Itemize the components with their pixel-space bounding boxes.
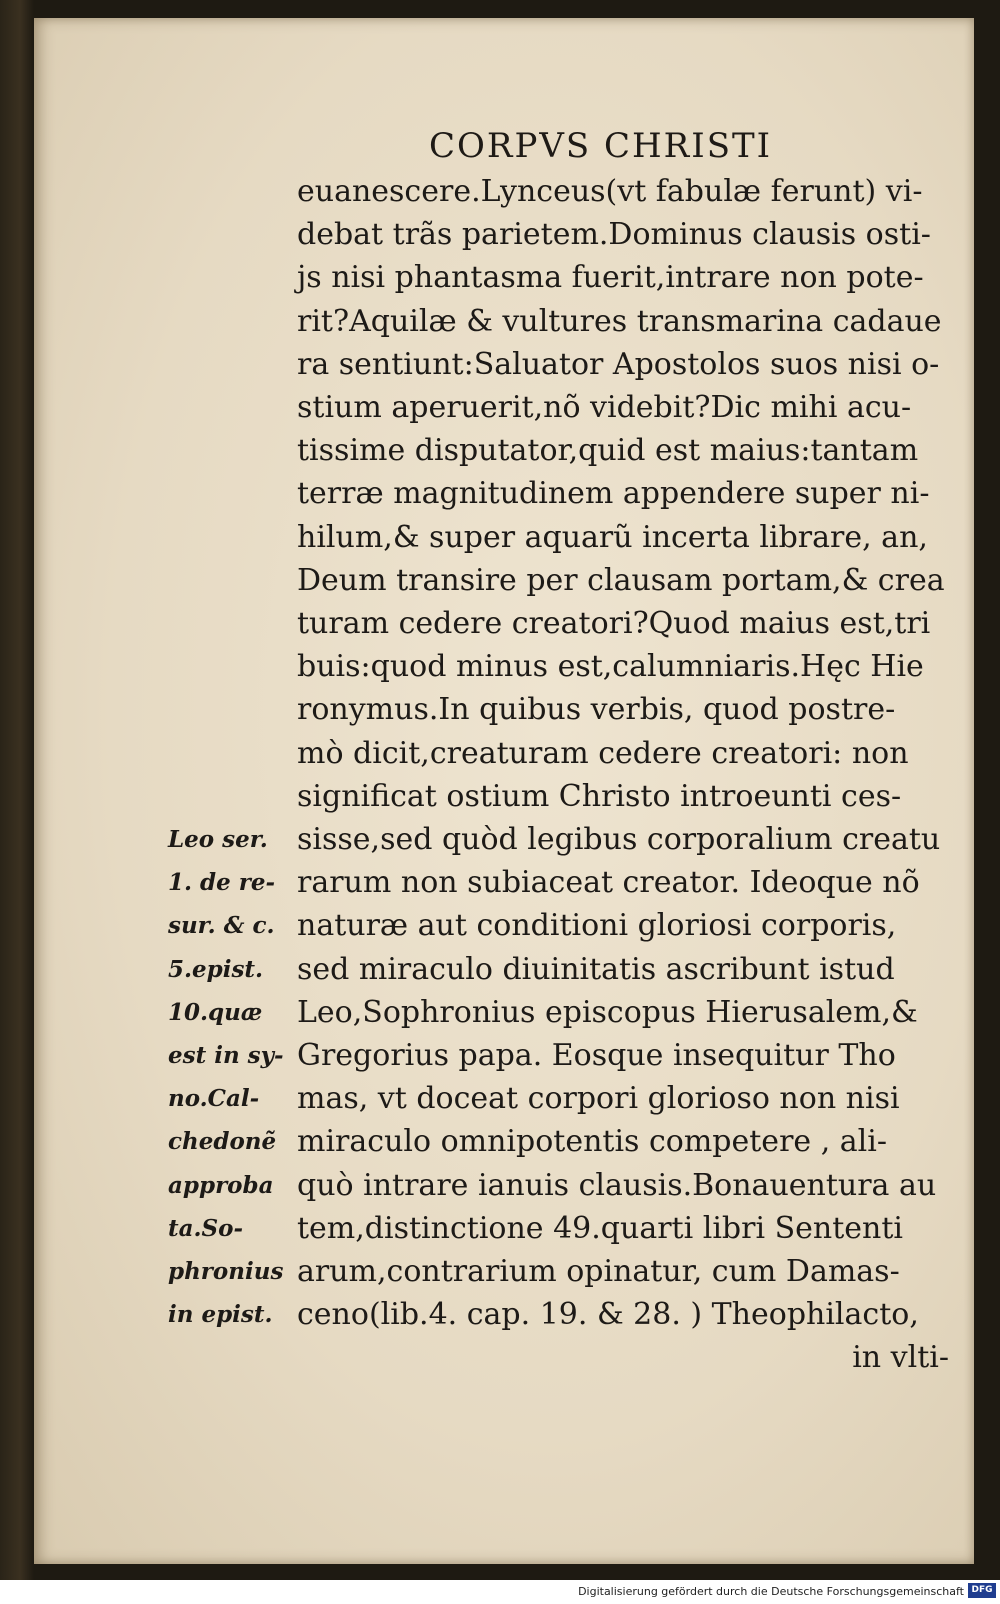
margin-note-line: sur. & c. xyxy=(168,912,275,940)
text-line: sed miraculo diuinitatis ascribunt istud xyxy=(297,951,895,987)
book-page xyxy=(34,18,974,1564)
text-line: js nisi phantasma fuerit,intrare non pote- xyxy=(297,260,924,296)
margin-note-line: 5.epist. xyxy=(168,955,264,983)
text-line: naturæ aut conditioni gloriosi corporis, xyxy=(297,908,897,944)
margin-note-line: 10.quæ xyxy=(168,998,263,1026)
text-line: debat trãs parietem.Dominus clausis osti- xyxy=(297,217,931,253)
margin-note-line: chedonẽ xyxy=(168,1128,277,1156)
text-line: arum,contrarium opinatur, cum Damas- xyxy=(297,1254,900,1290)
text-line: rarum non subiaceat creator. Ideoque nõ xyxy=(297,865,920,901)
margin-note-line: est in sy- xyxy=(168,1042,284,1070)
running-header: CORPVS CHRISTI xyxy=(429,126,773,166)
text-line: miraculo omnipotentis competere , ali- xyxy=(297,1124,887,1160)
text-line: terræ magnitudinem appendere super ni- xyxy=(297,476,930,512)
text-line: ra sentiunt:Saluator Apostolos suos nisi o- xyxy=(297,346,940,382)
footer-bar xyxy=(0,1580,1000,1604)
text-line: Gregorius papa. Eosque insequitur Tho xyxy=(297,1038,896,1074)
margin-note-line: Leo ser. xyxy=(168,826,268,853)
margin-note-line: 1. de re- xyxy=(168,869,276,897)
text-line: mas, vt doceat corpori glorioso non nisi xyxy=(297,1081,900,1117)
body-text xyxy=(297,170,957,1380)
catchword: in vlti- xyxy=(852,1340,949,1376)
margin-note-line: no.Cal- xyxy=(168,1085,260,1113)
text-line: significat ostium Christo introeunti ces- xyxy=(297,778,902,814)
text-line: tem,distinctione 49.quarti libri Sententi xyxy=(297,1210,904,1246)
text-line: euanescere.Lynceus(vt fabulæ ferunt) vi- xyxy=(297,174,923,209)
text-line: quò intrare ianuis clausis.Bonauentura au xyxy=(297,1167,937,1203)
text-line: rit?Aquilæ & vultures transmarina cadaue xyxy=(297,303,942,339)
text-line: ronymus.In quibus verbis, quod postre- xyxy=(297,692,896,728)
text-line: ceno(lib.4. cap. 19. & 28. ) Theophilacto, xyxy=(297,1297,919,1333)
margin-note-line: phronius xyxy=(168,1258,284,1286)
text-line: turam cedere creatori?Quod maius est,tri xyxy=(297,606,931,642)
text-line: hilum,& super aquarũ incerta librare, an, xyxy=(297,519,928,555)
text-line: mò dicit,creaturam cedere creatori: non xyxy=(297,735,909,771)
text-line: Deum transire per clausam portam,& crea xyxy=(297,562,945,598)
text-line: buis:quod minus est,calumniaris.Hęc Hie xyxy=(297,649,924,685)
text-line: tissime disputator,quid est maius:tantam xyxy=(297,433,919,469)
margin-note-line: in epist. xyxy=(168,1301,273,1329)
margin-note xyxy=(168,818,298,1336)
text-line: sisse,sed quòd legibus corporalium creatu xyxy=(297,822,941,858)
margin-note-line: approba xyxy=(168,1171,274,1199)
text-line: Leo,Sophronius episcopus Hierusalem,& xyxy=(297,994,918,1030)
margin-note-line: ta.So- xyxy=(168,1214,244,1242)
text-line: stium aperuerit,nõ videbit?Dic mihi acu- xyxy=(297,390,912,426)
dfg-logo-icon: DFG xyxy=(968,1583,996,1598)
funding-notice: Digitalisierung gefördert durch die Deutsche Forschungsgemeinschaft xyxy=(578,1585,964,1598)
